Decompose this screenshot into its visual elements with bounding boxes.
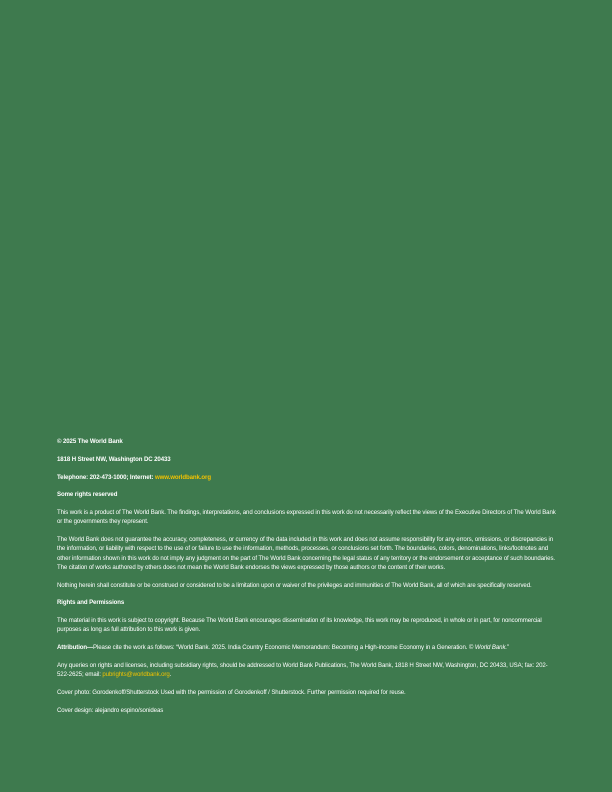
- immunities-paragraph: Nothing herein shall constitute or be construed or considered to be a limitation upon or waiver of the privileges and immunities of The World Bank, all of which are specifically reserved.: [57, 581, 532, 589]
- product-paragraph: This work is a product of The World Bank. The findings, interpretations, and conclusions expressed in this work do not necessarily reflect the views of the Executive Directors of The World Bank or the governments they represent.: [57, 509, 556, 526]
- website-link[interactable]: www.worldbank.org: [154, 473, 211, 481]
- cover-design-credit: Cover design: alejandro espino/sonideas: [57, 706, 164, 714]
- rights-heading: Rights and Permissions: [57, 599, 125, 607]
- copyright-line: © 2025 The World Bank: [57, 438, 123, 445]
- copyright-notice: [57, 437, 557, 724]
- attribution-closing: ”: [507, 644, 509, 652]
- telephone-text: Telephone: 202-473-1000; Internet:: [57, 473, 155, 481]
- cover-photo-credit: Cover photo: Gorodenkoff/Shutterstock Used with the permission of Gorodenkoff / Shutterstock. Further permission required for reuse.: [57, 688, 406, 696]
- attribution-paragraph: [57, 643, 557, 652]
- queries-paragraph: [57, 661, 557, 679]
- attribution-text: Please cite the work as follows: “World Bank. 2025. India Country Economic Memorandum: Becoming a High-income Economy in a Generation. ©: [93, 644, 475, 652]
- email-link[interactable]: pubrights@worldbank.org: [102, 671, 170, 679]
- disclaimer-paragraph: The World Bank does not guarantee the accuracy, completeness, or currency of the data included in this work and does not assume responsibility for any errors, omissions, or discrepancies in the information, or liability with respect to the use of or failure to use the information, methods, processes, or conclusions set forth. The boundaries, colors, denominations, links/footnotes and other information shown in this work do not imply any judgment on the part of The World Bank concerning the legal status of any territory or the endorsement or acceptance of such boundaries. The citation of works authored by others does not mean the World Bank endorses the views expressed by those authors or the content of their works.: [57, 536, 556, 571]
- address-line: 1818 H Street NW, Washington DC 20433: [57, 455, 171, 463]
- copyright-paragraph: The material in this work is subject to copyright. Because The World Bank encourages dissemination of its knowledge, this work may be reproduced, in whole or in part, for noncommercial purposes as long as full attribution to this work is given.: [57, 617, 542, 634]
- attribution-publisher: World Bank.: [474, 644, 508, 652]
- attribution-label: Attribution—: [57, 644, 94, 652]
- rights-reserved-line: Some rights reserved: [57, 491, 118, 499]
- contact-line: [57, 473, 557, 482]
- queries-end: .: [169, 671, 172, 679]
- queries-text: Any queries on rights and licenses, including subsidiary rights, should be addressed to World Bank Publications, The World Bank, 1818 H Street NW, Washington, DC 20433, USA; fax: 202-522-2625; email:: [57, 661, 548, 679]
